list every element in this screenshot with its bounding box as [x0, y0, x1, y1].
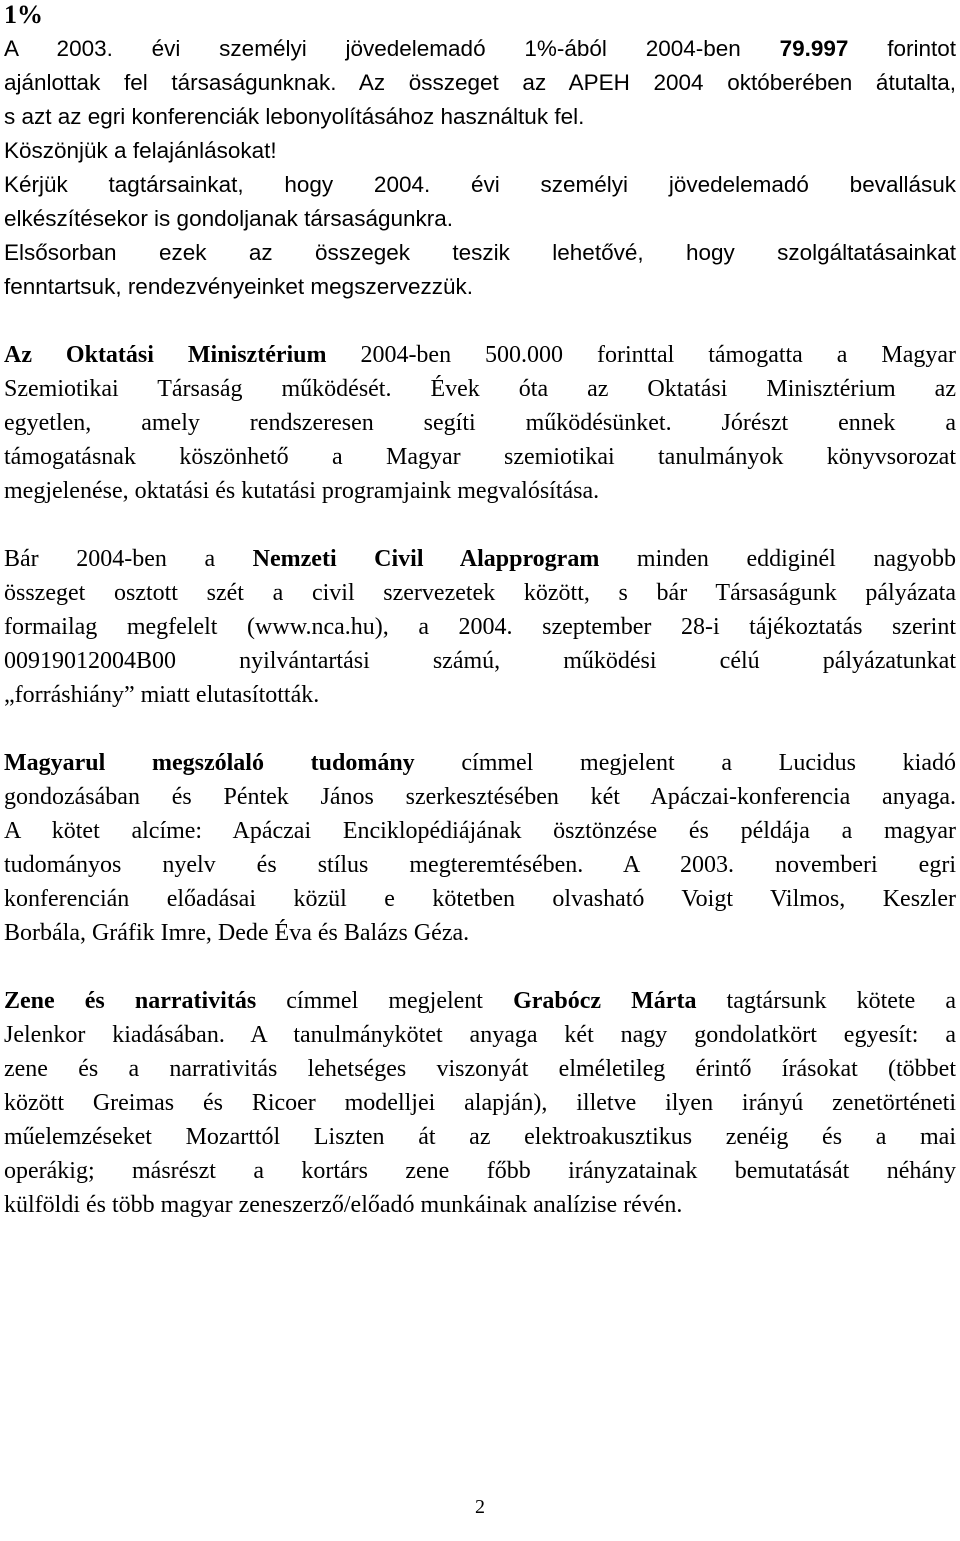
text-line: fenntartsuk, rendezvényeinket megszervezzük. — [4, 274, 473, 299]
text-line — [4, 746, 956, 780]
text-line: gondozásában és Péntek János szerkesztésében két Apáczai-konferencia anyaga. — [4, 784, 956, 810]
text-line: Szemiotikai Társaság működését. Évek óta az Oktatási Minisztérium az — [4, 376, 956, 402]
text-line: zene és a narrativitás lehetséges viszonyát elméletileg érintő írásokat (többet — [4, 1056, 956, 1082]
text-line: tudományos nyelv és stílus megteremtésében. A 2003. novemberi egri — [4, 852, 956, 878]
program-name-bold: Nemzeti Civil Alapprogram — [252, 546, 600, 572]
text-line: Borbála, Gráfik Imre, Dede Éva és Balázs Géza. — [4, 920, 470, 946]
text-run: forintot — [848, 36, 956, 61]
text-line: külföldi és több magyar zeneszerző/előadó munkáinak analízise révén. — [4, 1192, 683, 1218]
text-line: támogatásnak köszönhető a Magyar szemiotikai tanulmányok könyvsorozat — [4, 444, 956, 470]
text-line: elkészítésekor is gondoljanak társaságunkra. — [4, 206, 454, 231]
text-line: formailag megfelelt (www.nca.hu), a 2004. szeptember 28-i tájékoztatás szerint — [4, 614, 956, 640]
text-line: 00919012004B00 nyilvántartási számú, működési célú pályázatunkat — [4, 648, 956, 674]
text-run: tagtársunk kötete a — [696, 988, 957, 1014]
text-run: címmel megjelent — [256, 988, 514, 1014]
paragraph-book-one — [4, 746, 956, 950]
paragraph-gap — [4, 508, 956, 542]
paragraph-ministry — [4, 338, 956, 508]
text-line: Jelenkor kiadásában. A tanulmánykötet anyaga két nagy gondolatkört egyesít: a — [4, 1022, 956, 1048]
text-line: Kérjük tagtársainkat, hogy 2004. évi személyi jövedelemadó bevallásuk — [4, 172, 956, 197]
text-run: 2004-ben 500.000 forinttal támogatta a Magyar — [326, 342, 956, 368]
text-line: ajánlottak fel társaságunknak. Az összeget az APEH 2004 októberében átutalta, — [4, 70, 956, 95]
author-name-bold: Grabócz Márta — [513, 988, 697, 1014]
text-line: műelemzéseket Mozarttól Liszten át az elektroakusztikus zenéig és a mai — [4, 1124, 956, 1150]
text-line — [4, 984, 956, 1018]
book-title-bold: Magyarul megszólaló tudomány — [4, 750, 415, 776]
text-line — [4, 542, 956, 576]
text-line: egyetlen, amely rendszeresen segíti működésünket. Jórészt ennek a — [4, 410, 956, 436]
ministry-name-bold: Az Oktatási Minisztérium — [4, 342, 327, 368]
text-line: között Greimas és Ricoer modelljei alapján), illetve ilyen irányú zenetörténeti — [4, 1090, 956, 1116]
text-line — [4, 338, 956, 372]
paragraph-gap — [4, 950, 956, 984]
section-heading: 1% — [4, 0, 43, 29]
text-line: A kötet alcíme: Apáczai Enciklopédiájának ösztönzése és példája a magyar — [4, 818, 956, 844]
text-run: címmel megjelent a Lucidus kiadó — [414, 750, 956, 776]
paragraph-gap — [4, 304, 956, 338]
paragraph-one-percent — [4, 32, 956, 304]
document-body — [4, 0, 956, 1222]
text-line: „forráshiány” miatt elutasították. — [4, 682, 320, 708]
paragraph-nca — [4, 542, 956, 712]
text-run: A 2003. évi személyi jövedelemadó 1%-ából 2004-ben — [4, 36, 780, 61]
text-line: Köszönjük a felajánlásokat! — [4, 138, 277, 163]
text-line — [4, 32, 956, 66]
paragraph-gap — [4, 712, 956, 746]
text-line: konferencián előadásai közül e kötetben olvasható Voigt Vilmos, Keszler — [4, 886, 956, 912]
page-number: 2 — [475, 1496, 485, 1518]
text-run: minden eddiginél nagyobb — [599, 546, 956, 572]
text-line: megjelenése, oktatási és kutatási programjaink megvalósítása. — [4, 478, 600, 504]
book-title-bold: Zene és narrativitás — [4, 988, 257, 1014]
paragraph-book-two — [4, 984, 956, 1222]
amount-bold: 79.997 — [779, 36, 849, 61]
text-run: Bár 2004-ben a — [4, 546, 253, 572]
text-line: összeget osztott szét a civil szervezetek között, s bár Társaságunk pályázata — [4, 580, 956, 606]
text-line: Elsősorban ezek az összegek teszik lehetővé, hogy szolgáltatásainkat — [4, 240, 956, 265]
text-line: operákig; másrészt a kortárs zene főbb irányzatainak bemutatását néhány — [4, 1158, 956, 1184]
text-line: s azt az egri konferenciák lebonyolításához használtuk fel. — [4, 104, 585, 129]
